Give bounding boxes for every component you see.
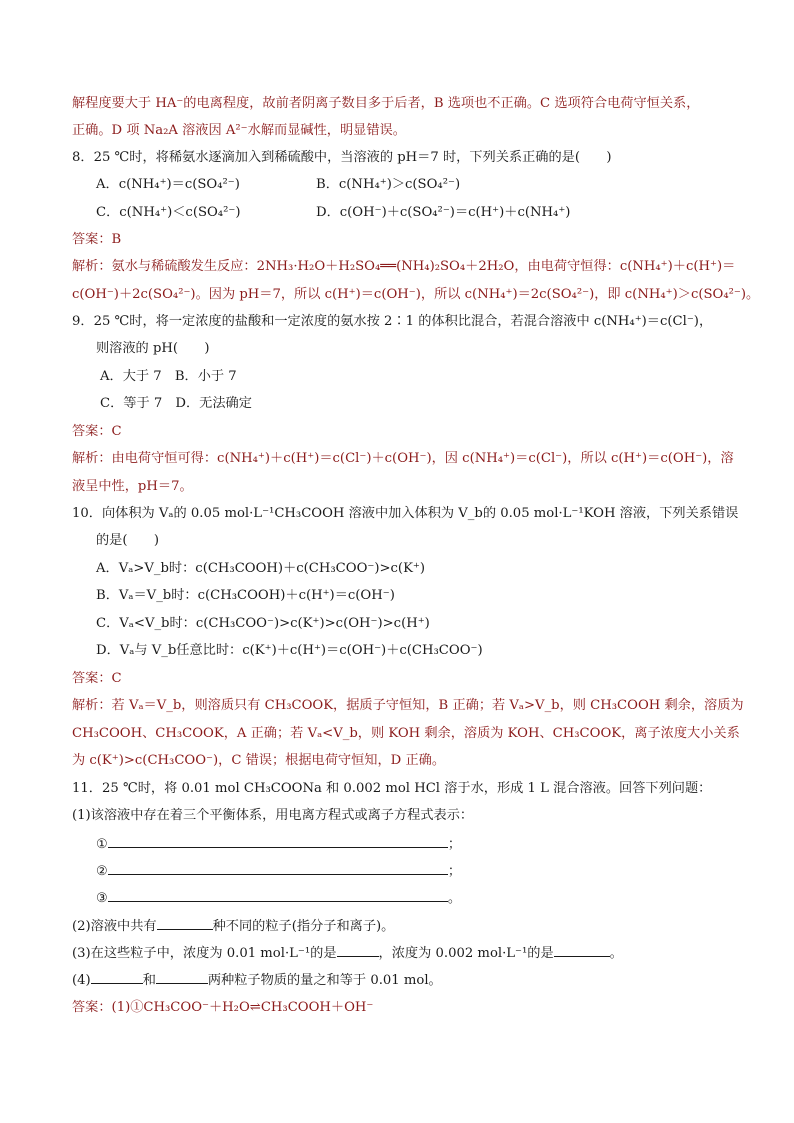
q11-answer: 答案：(1)①CH₃COO⁻＋H₂O⇌CH₃COOH＋OH⁻ bbox=[72, 1000, 374, 1015]
fill-blank[interactable] bbox=[108, 862, 448, 875]
fill-blank[interactable] bbox=[337, 944, 379, 957]
q8-option-d: D．c(OH⁻)＋c(SO₄²⁻)＝c(H⁺)＋c(NH₄⁺) bbox=[316, 205, 571, 220]
question-11: 11．25 ℃时，将 0.01 mol CH₃COONa 和 0.002 mol HCl 溶于水，形成 1 L 混合溶液。回答下列问题： bbox=[72, 781, 712, 796]
text: ，浓度为 0.002 mol·L⁻¹的是 bbox=[378, 946, 554, 961]
q10-option-d: D．Vₐ与 V_b任意比时：c(K⁺)＋c(H⁺)＝c(OH⁻)＋c(CH₃COO⁻) bbox=[96, 643, 483, 658]
q11-subquestion-1: (1)该溶液中存在着三个平衡体系，用电离方程式或离子方程式表示： bbox=[72, 808, 474, 823]
circle-number: ② bbox=[96, 864, 108, 879]
text: (2)溶液中共有 bbox=[72, 919, 157, 934]
q11-blank-line-3 bbox=[96, 889, 461, 908]
q10-explanation: CH₃COOH、CH₃COOK，A 正确；若 Vₐ<V_b，则 KOH 剩余，溶质为 KOH、CH₃COOK，离子浓度大小关系 bbox=[72, 726, 740, 741]
question-10: 10．向体积为 Vₐ的 0.05 mol·L⁻¹CH₃COOH 溶液中加入体积为 V_b的 0.05 mol·L⁻¹KOH 溶液，下列关系错误 bbox=[72, 506, 739, 521]
q11-blank-line-1 bbox=[96, 835, 461, 854]
text: 。 bbox=[609, 946, 623, 961]
q9-options: A．大于 7 B．小于 7 bbox=[100, 369, 237, 384]
q9-explanation: 液呈中性，pH＝7。 bbox=[72, 479, 193, 494]
fill-blank[interactable] bbox=[156, 971, 208, 984]
punctuation: 。 bbox=[447, 891, 462, 906]
q8-option-a: A．c(NH₄⁺)＝c(SO₄²⁻) bbox=[96, 177, 240, 192]
q8-explanation: 解析：氨水与稀硫酸发生反应：2NH₃·H₂O＋H₂SO₄══(NH₄)₂SO₄＋2H₂O，由电荷守恒得：c(NH₄⁺)＋c(H⁺)＝ bbox=[72, 259, 736, 274]
circle-number: ③ bbox=[96, 891, 108, 906]
text: (3)在这些粒子中，浓度为 0.01 mol·L⁻¹的是 bbox=[72, 946, 337, 961]
q9-answer: 答案：C bbox=[72, 424, 122, 439]
q11-blank-line-2 bbox=[96, 862, 461, 881]
q11-subquestion-2 bbox=[72, 917, 394, 936]
circle-number: ① bbox=[96, 837, 108, 852]
q9-explanation: 解析：由电荷守恒可得：c(NH₄⁺)＋c(H⁺)＝c(Cl⁻)＋c(OH⁻)，因 c(NH₄⁺)＝c(Cl⁻)，所以 c(H⁺)＝c(OH⁻)，溶 bbox=[72, 451, 734, 466]
q8-option-b: B．c(NH₄⁺)＞c(SO₄²⁻) bbox=[316, 177, 461, 192]
q8-option-c: C．c(NH₄⁺)＜c(SO₄²⁻) bbox=[96, 205, 241, 220]
question-10-cont: 的是( ) bbox=[96, 533, 160, 548]
question-9-cont: 则溶液的 pH( ) bbox=[96, 341, 210, 356]
q10-option-b: B．Vₐ＝V_b时：c(CH₃COOH)＋c(H⁺)＝c(OH⁻) bbox=[96, 588, 395, 603]
q10-option-c: C．Vₐ<V_b时：c(CH₃COO⁻)>c(K⁺)>c(OH⁻)>c(H⁺) bbox=[96, 616, 430, 631]
q11-subquestion-3 bbox=[72, 944, 623, 963]
explanation-line: 正确。D 项 Na₂A 溶液因 A²⁻水解而显碱性，明显错误。 bbox=[72, 123, 406, 138]
fill-blank[interactable] bbox=[157, 917, 213, 930]
question-9: 9．25 ℃时，将一定浓度的盐酸和一定浓度的氨水按 2∶1 的体积比混合，若混合溶液中 c(NH₄⁺)＝c(Cl⁻)， bbox=[72, 314, 713, 329]
q10-answer: 答案：C bbox=[72, 671, 122, 686]
question-8: 8．25 ℃时，将稀氨水逐滴加入到稀硫酸中，当溶液的 pH＝7 时，下列关系正确的是( ) bbox=[72, 150, 612, 165]
fill-blank[interactable] bbox=[108, 889, 448, 902]
text: (4) bbox=[72, 973, 91, 988]
fill-blank[interactable] bbox=[91, 971, 143, 984]
q8-explanation: c(OH⁻)＋2c(SO₄²⁻)。因为 pH＝7，所以 c(H⁺)＝c(OH⁻)，所以 c(NH₄⁺)＝2c(SO₄²⁻)，即 c(NH₄⁺)＞c(SO₄²⁻)。 bbox=[72, 287, 760, 302]
q10-explanation: 为 c(K⁺)>c(CH₃COO⁻)，C 错误；根据电荷守恒知，D 正确。 bbox=[72, 753, 446, 768]
text: 种不同的粒子(指分子和离子)。 bbox=[212, 919, 395, 934]
punctuation: ； bbox=[447, 837, 462, 852]
q8-answer: 答案：B bbox=[72, 232, 122, 247]
fill-blank[interactable] bbox=[108, 835, 448, 848]
explanation-line: 解程度要大于 HA⁻的电离程度，故前者阴离子数目多于后者，B 选项也不正确。C 选项符合电荷守恒关系， bbox=[72, 96, 700, 111]
text: 和 bbox=[142, 973, 156, 988]
q10-option-a: A．Vₐ>V_b时：c(CH₃COOH)＋c(CH₃COO⁻)>c(K⁺) bbox=[96, 561, 426, 576]
q10-explanation: 解析：若 Vₐ＝V_b，则溶质只有 CH₃COOK，据质子守恒知，B 正确；若 Vₐ>V_b，则 CH₃COOH 剩余，溶质为 bbox=[72, 698, 744, 713]
punctuation: ； bbox=[447, 864, 462, 879]
fill-blank[interactable] bbox=[554, 944, 610, 957]
q11-subquestion-4 bbox=[72, 971, 442, 990]
q9-options: C．等于 7 D．无法确定 bbox=[100, 396, 252, 411]
text: 两种粒子物质的量之和等于 0.01 mol。 bbox=[207, 973, 442, 988]
